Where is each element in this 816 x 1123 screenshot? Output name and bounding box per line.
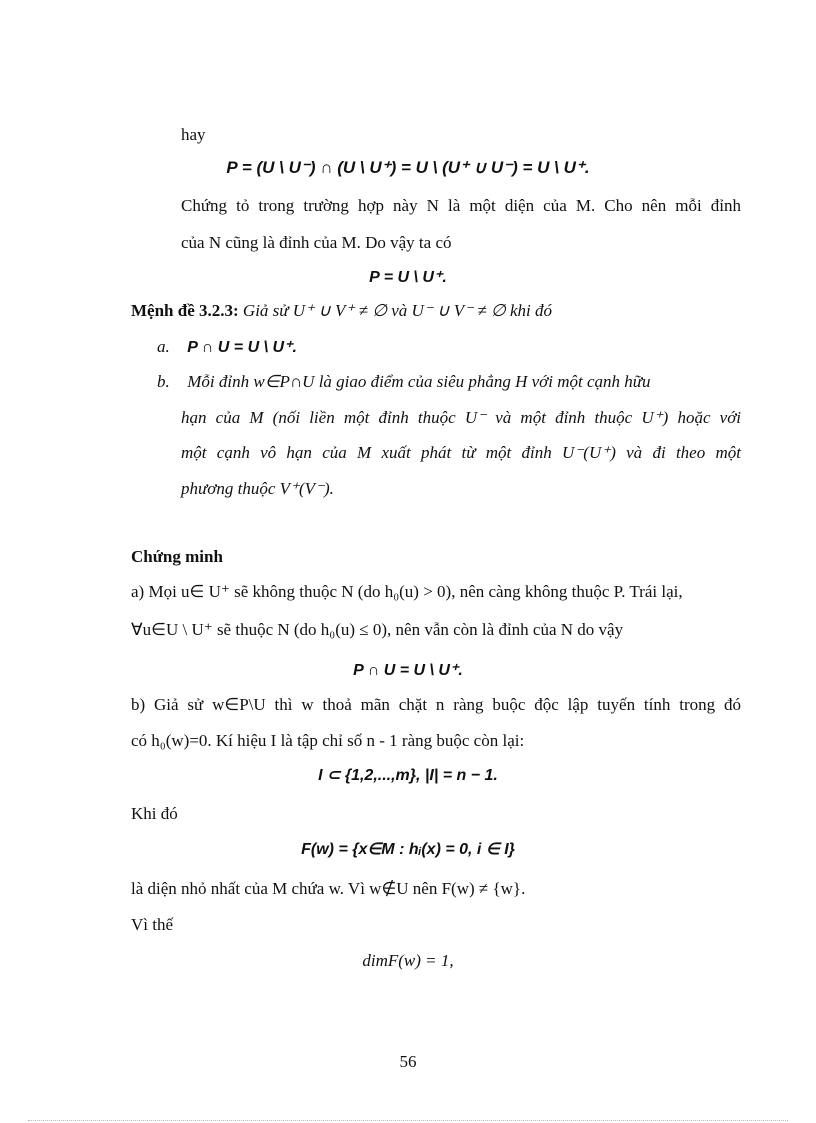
text-line: Khi đó [131,804,178,823]
text-line: Chứng tỏ trong trường hợp này N là một diện của M. Cho nên mỗi đỉnh [181,196,741,215]
text-line: a) Mọi u∈ U⁺ sẽ không thuộc N (do h₀(u) > 0), nên càng không thuộc P. Trái lại, [131,582,683,601]
text-line: hay [181,125,206,144]
equation: dimF(w) = 1, [362,951,454,970]
equation: F(w) = {x∈M : hᵢ(x) = 0, i ∈ I} [301,841,515,858]
proposition-label: Mệnh đề 3.2.3: [131,301,239,320]
proposition-heading [131,300,552,322]
equation: P ∩ U = U \ U⁺. [353,662,463,679]
list-marker: a. [157,337,170,356]
list-marker: b. [157,372,170,391]
proposition-statement: Giả sử U⁺ ∪ V⁺ ≠ ∅ và U⁻ ∪ V⁻ ≠ ∅ khi đó [242,301,553,320]
list-text: một cạnh vô hạn của M xuất phát từ một đỉnh U⁻(U⁺) và đi theo một [181,443,741,462]
equation: P ∩ U = U \ U⁺. [187,339,297,356]
list-text: Mỗi đỉnh w∈P∩U là giao điểm của siêu phẳng H với một cạnh hữu [187,372,651,391]
equation: P = (U \ U⁻) ∩ (U \ U⁺) = U \ (U⁺ ∪ U⁻) = U \ U⁺. [226,158,590,177]
text-line: của N cũng là đỉnh của M. Do vậy ta có [181,233,452,252]
equation: I ⊂ {1,2,...,m}, |I| = n − 1. [318,767,498,784]
page-bottom-border [28,1120,788,1121]
page-number: 56 [399,1052,417,1071]
equation: P = U \ U⁺. [369,269,447,286]
list-item [157,336,297,359]
text-line: ∀u∈U \ U⁺ sẽ thuộc N (do h₀(u) ≤ 0), nên vẫn còn là đỉnh của N do vậy [131,620,624,639]
text-line: có h₀(w)=0. Kí hiệu I là tập chỉ số n - 1 ràng buộc còn lại: [131,731,525,750]
text-line: b) Giả sử w∈P\U thì w thoả mãn chặt n ràng buộc độc lập tuyến tính trong đó [131,695,741,714]
proof-heading: Chứng minh [131,547,223,566]
text-line: là diện nhỏ nhất của M chứa w. Vì w∉U nên F(w) ≠ {w}. [131,879,526,898]
text-line: Vì thế [131,915,174,934]
list-text: phương thuộc V⁺(V⁻). [181,479,334,498]
list-item [157,371,651,393]
list-text: hạn của M (nối liền một đỉnh thuộc U⁻ và một đỉnh thuộc U⁺) hoặc với [181,408,741,427]
